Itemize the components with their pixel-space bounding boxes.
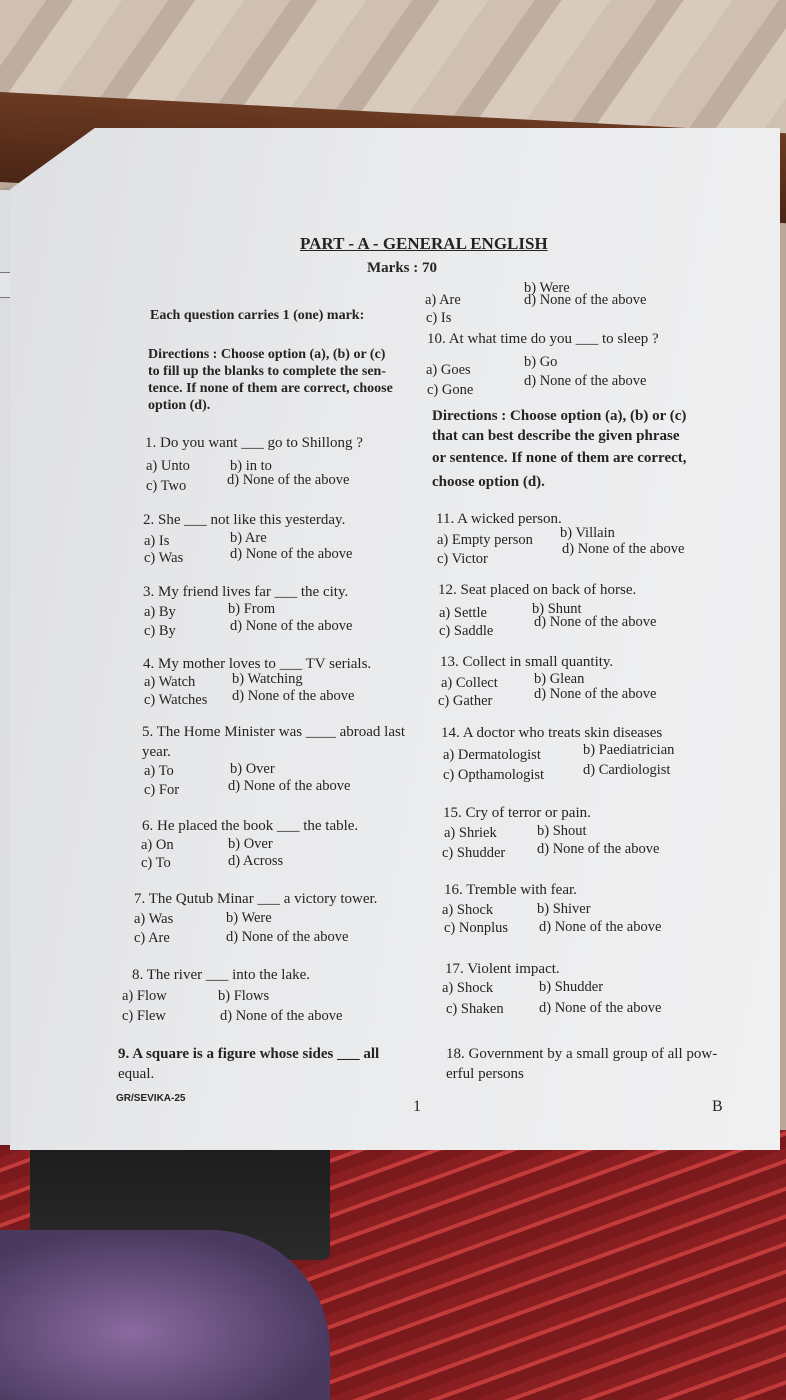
- option-d: d) None of the above: [539, 1000, 662, 1016]
- option-d: d) None of the above: [230, 546, 353, 562]
- option-c: c) Was: [144, 550, 184, 566]
- option-b: b) Over: [228, 836, 273, 852]
- section-title: PART - A - GENERAL ENGLISH: [300, 234, 548, 253]
- each-question-note: Each question carries 1 (one) mark:: [150, 308, 365, 323]
- option-a: a) Shock: [442, 902, 494, 918]
- option-d: d) None of the above: [537, 841, 660, 857]
- option-b: b) Over: [230, 761, 275, 777]
- option-c: c) Gone: [427, 382, 474, 398]
- option-a: a) Empty person: [437, 532, 533, 548]
- option-c: c) By: [144, 623, 176, 639]
- question-text-cont: erful persons: [446, 1066, 524, 1082]
- option-a: a) On: [141, 837, 174, 853]
- option-d: d) None of the above: [534, 686, 657, 702]
- question-text: 3. My friend lives far ___ the city.: [143, 584, 349, 600]
- question-text: 2. She ___ not like this yesterday.: [143, 512, 346, 528]
- option-a: a) Are: [425, 292, 461, 308]
- question-text: 15. Cry of terror or pain.: [443, 805, 591, 821]
- directions-line: tence. If none of them are correct, choose: [148, 381, 393, 396]
- question-text-cont: equal.: [118, 1066, 155, 1082]
- option-b: b) Villain: [560, 525, 615, 541]
- option-c: c) Opthamologist: [443, 767, 545, 783]
- directions-line: choose option (d).: [432, 474, 545, 490]
- option-d: d) None of the above: [220, 1008, 343, 1024]
- option-a: a) Unto: [146, 458, 190, 474]
- option-d: d) None of the above: [524, 373, 647, 389]
- directions-line: that can best describe the given phrase: [432, 428, 680, 444]
- option-c: c) Gather: [438, 693, 493, 709]
- option-a: a) Shock: [442, 980, 494, 996]
- option-b: b) Were: [524, 280, 570, 296]
- question-text: 17. Violent impact.: [445, 961, 560, 977]
- option-a: a) To: [144, 763, 174, 779]
- option-b: b) Shiver: [537, 901, 591, 917]
- option-d: d) None of the above: [562, 541, 685, 557]
- directions-line: option (d).: [148, 398, 211, 413]
- option-b: b) Flows: [218, 988, 270, 1004]
- question-text: 14. A doctor who treats skin diseases: [441, 725, 663, 741]
- option-d: d) None of the above: [524, 292, 647, 308]
- option-a: a) By: [144, 604, 176, 620]
- option-d: d) None of the above: [230, 618, 353, 634]
- option-c: c) Two: [146, 478, 187, 494]
- question-text: 4. My mother loves to ___ TV serials.: [143, 656, 372, 672]
- question-text: 8. The river ___ into the lake.: [132, 967, 311, 983]
- option-c: c) Victor: [437, 551, 488, 567]
- option-c: c) Saddle: [439, 623, 494, 639]
- option-d: d) None of the above: [232, 688, 355, 704]
- question-text: 12. Seat placed on back of horse.: [438, 582, 637, 598]
- option-b: b) Shunt: [532, 601, 582, 617]
- option-a: a) Goes: [426, 362, 471, 378]
- option-c: c) Nonplus: [444, 920, 509, 936]
- question-text: 7. The Qutub Minar ___ a victory tower.: [134, 891, 378, 907]
- option-b: b) Were: [226, 910, 272, 926]
- question-text: 13. Collect in small quantity.: [440, 654, 614, 670]
- series-letter: B: [712, 1098, 723, 1115]
- option-d: d) Across: [228, 853, 284, 869]
- option-b: b) Watching: [232, 671, 303, 687]
- option-d: d) None of the above: [228, 778, 351, 794]
- option-a: a) Flow: [122, 988, 167, 1004]
- option-a: a) Collect: [441, 675, 498, 691]
- marks-label: Marks : 70: [367, 260, 437, 276]
- option-c: c) Shudder: [442, 845, 506, 861]
- option-b: b) Go: [524, 354, 558, 370]
- directions-line: to fill up the blanks to complete the sen-: [148, 364, 386, 379]
- option-c: c) Is: [426, 310, 452, 326]
- question-text: 10. At what time do you ___ to sleep ?: [427, 331, 659, 347]
- option-d: d) None of the above: [226, 929, 349, 945]
- option-d: d) Cardiologist: [583, 762, 671, 778]
- option-b: b) From: [228, 601, 276, 617]
- option-d: d) None of the above: [227, 472, 350, 488]
- option-d: d) None of the above: [539, 919, 662, 935]
- option-c: c) Shaken: [446, 1001, 504, 1017]
- option-a: a) Is: [144, 533, 170, 549]
- question-text: 9. A square is a figure whose sides ___ all: [118, 1046, 380, 1062]
- option-b: b) Shout: [537, 823, 587, 839]
- option-c: c) Are: [134, 930, 170, 946]
- directions-line: Directions : Choose option (a), (b) or (c): [432, 408, 687, 424]
- question-text: 1. Do you want ___ go to Shillong ?: [145, 435, 363, 451]
- paper-code: GR/SEVIKA-25: [116, 1093, 186, 1104]
- question-text: 6. He placed the book ___ the table.: [142, 818, 359, 834]
- option-b: b) Shudder: [539, 979, 604, 995]
- option-b: b) Are: [230, 530, 267, 546]
- option-a: a) Dermatologist: [443, 747, 541, 763]
- option-c: c) For: [144, 782, 180, 798]
- option-a: a) Shriek: [444, 825, 497, 841]
- purple-cloth: [0, 1230, 330, 1400]
- option-c: c) To: [141, 855, 171, 871]
- option-c: c) Watches: [144, 692, 208, 708]
- question-text-cont: year.: [142, 744, 171, 760]
- option-a: a) Settle: [439, 605, 487, 621]
- option-d: d) None of the above: [534, 614, 657, 630]
- question-text: 18. Government by a small group of all pow-: [446, 1046, 718, 1062]
- option-b: b) in to: [230, 458, 272, 474]
- option-c: c) Flew: [122, 1008, 166, 1024]
- option-b: b) Paediatrician: [583, 742, 675, 758]
- question-text: 16. Tremble with fear.: [444, 882, 577, 898]
- directions-line: or sentence. If none of them are correct,: [432, 450, 687, 466]
- question-text: 5. The Home Minister was ____ abroad last: [142, 724, 406, 740]
- directions-line: Directions : Choose option (a), (b) or (c): [148, 347, 386, 362]
- question-text: 11. A wicked person.: [436, 511, 562, 527]
- option-a: a) Watch: [144, 674, 196, 690]
- option-a: a) Was: [134, 911, 174, 927]
- option-b: b) Glean: [534, 671, 585, 687]
- page-number: 1: [413, 1098, 421, 1115]
